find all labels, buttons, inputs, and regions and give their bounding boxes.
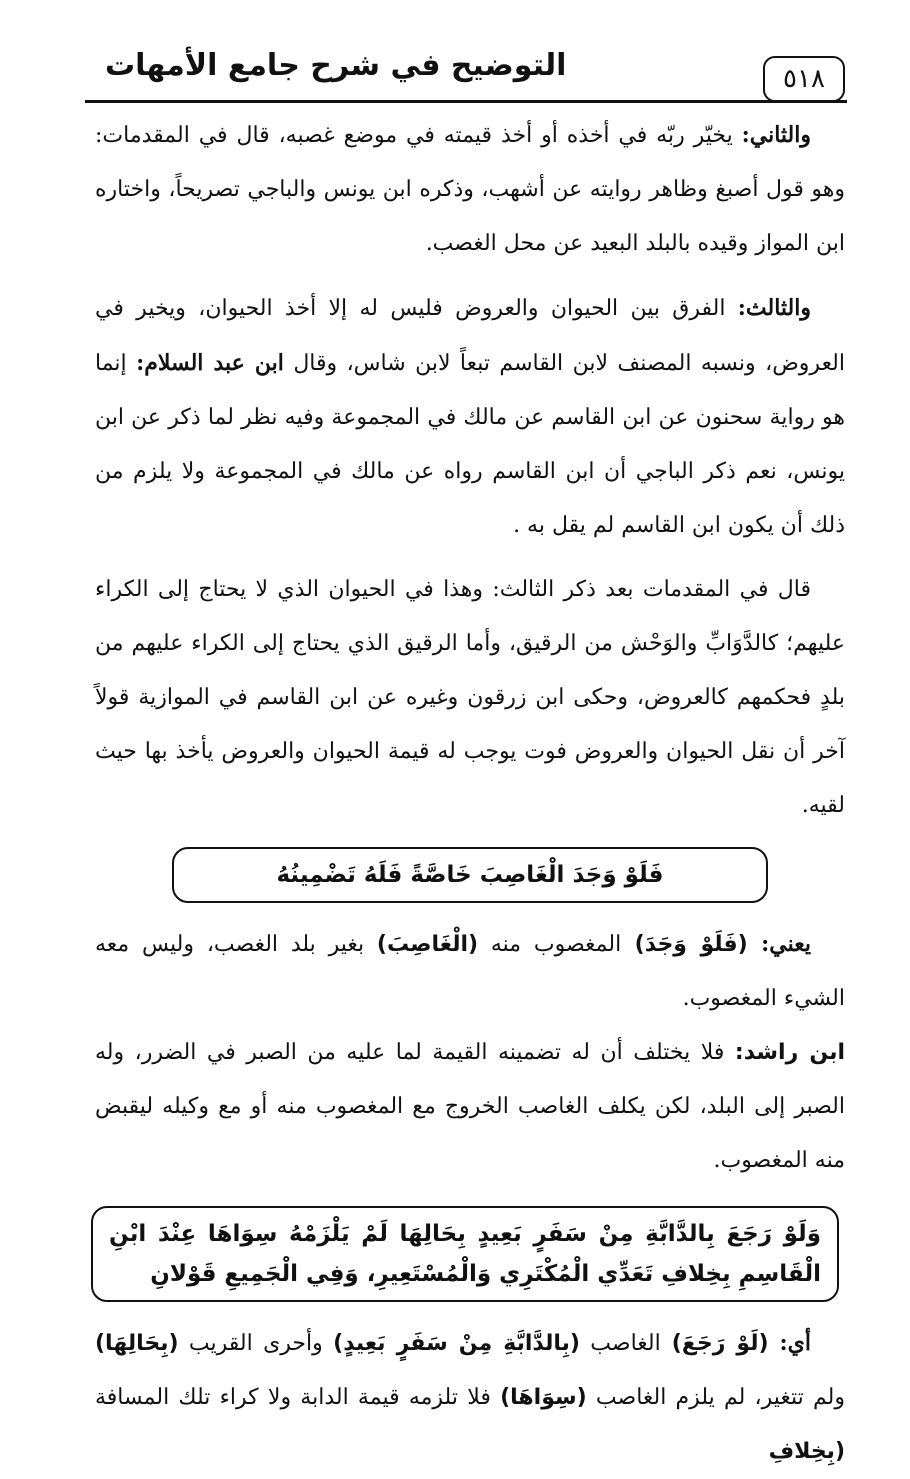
- matn-box: فَلَوْ وَجَدَ الْغَاصِبَ خَاصَّةً فَلَهُ تَضْمِينُهُ: [172, 847, 768, 903]
- page-number: ٥١٨: [763, 56, 845, 102]
- paragraph-second-opinion: [95, 108, 845, 271]
- quoted-matn: (لَوْ رَجَعَ): [660, 1331, 780, 1356]
- matn-box: وَلَوْ رَجَعَ بِالدَّابَّةِ مِنْ سَفَرٍ بَعِيدٍ بِحَالِهَا لَمْ يَلْزَمْهُ سِوَاهَا عِنْدَ ابْنِ الْقَاسِمِ بِخِلافِ تَعَدِّي الْمُكْتَرِي وَالْمُسْتَعِيرِ، وَفِي الْجَمِيعِ قَوْلانِ: [91, 1206, 839, 1302]
- paragraph-third-opinion: [95, 281, 845, 553]
- page-body: [95, 108, 845, 1479]
- scholar-name: ابن عبد السلام:: [136, 350, 284, 376]
- paragraph-text: الغاصب: [579, 1331, 661, 1356]
- quoted-matn: (سِوَاهَا): [500, 1385, 587, 1410]
- book-title: التوضيح في شرح جامع الأمهات: [105, 48, 567, 83]
- paragraph-lead: أي:: [779, 1330, 811, 1356]
- paragraph-text: المغصوب منه: [478, 932, 622, 957]
- quoted-matn: (بِحَالِهَا): [95, 1331, 179, 1356]
- paragraph-text: فلا تلزمه قيمة الدابة ولا كراء تلك المسافة: [95, 1385, 501, 1410]
- paragraph-text: قال في المقدمات بعد ذكر الثالث: وهذا في الحيوان الذي لا يحتاج إلى الكراء عليهم؛ كالدَّوَابِّ والوَحْش من الرقيق، وأما الرقيق الذي يحتاج إلى الكراء عليهم من بلدٍ فحكمهم كالعروض، وحكى ابن زرقون وغيره عن ابن القاسم في الموازية قولاً آخر أن نقل الحيوان والعروض فوت يوجب له قيمة الحيوان والعروض يأخذ بها حيث لقيه.: [95, 577, 845, 818]
- paragraph-text: ولم تتغير، لم يلزم الغاصب: [586, 1385, 845, 1410]
- paragraph-text: الفرق بين الحيوان والعروض فليس له إلا أخذ الحيوان، ويخير في العروض، ونسبه المصنف لابن القاسم تبعاً لابن شاس، وقال: [95, 296, 845, 376]
- paragraph-text: فلا يختلف أن له تضمينه القيمة لما عليه من الصبر في الضرر، وله الصبر إلى البلد، لكن يكلف الغاصب الخروج مع المغصوب منه أو مع وكيله ليقبض منه المغصوب.: [95, 1040, 846, 1173]
- quoted-matn: (فَلَوْ وَجَدَ): [621, 932, 762, 957]
- quoted-matn: (بِخِلافِ: [768, 1439, 845, 1464]
- paragraph-ibn-rashid: [95, 1026, 845, 1188]
- paragraph-lead: ابن راشد:: [734, 1040, 845, 1065]
- paragraph-muqaddimat: [95, 563, 845, 833]
- paragraph-lead: والثالث:: [737, 295, 811, 321]
- quoted-matn: (الْغَاصِبَ): [376, 932, 479, 957]
- paragraph-text: إنما هو رواية سحنون عن ابن القاسم عن مالك في المجموعة وفيه نظر لما ذكر عن ابن يونس، نعم ذكر الباجي أن ابن القاسم رواه عن مالك في المجموعة ولا يلزم من ذلك أن يكون ابن القاسم لم يقل به .: [95, 351, 845, 538]
- header-divider: [85, 100, 847, 103]
- paragraph-text: يخيّر ربّه في أخذه أو أخذ قيمته في موضع غصبه، قال في المقدمات: وهو قول أصبغ وظاهر روايته عن أشهب، وذكره ابن يونس والباجي تصريحاً، واختاره ابن المواز وقيده بالبلد البعيد عن محل الغصب.: [95, 123, 845, 256]
- quoted-matn: (بِالدَّابَّةِ مِنْ سَفَرٍ بَعِيدٍ): [333, 1331, 580, 1356]
- paragraph-commentary: [95, 1316, 845, 1479]
- paragraph-text: بغير بلد الغصب، وليس معه الشيء المغصوب.: [95, 932, 845, 1011]
- page-header: [85, 42, 845, 100]
- paragraph-explanation: [95, 917, 845, 1026]
- paragraph-text: وأحرى القريب: [178, 1331, 334, 1356]
- paragraph-lead: والثاني:: [741, 122, 811, 148]
- paragraph-lead: يعني:: [761, 931, 811, 957]
